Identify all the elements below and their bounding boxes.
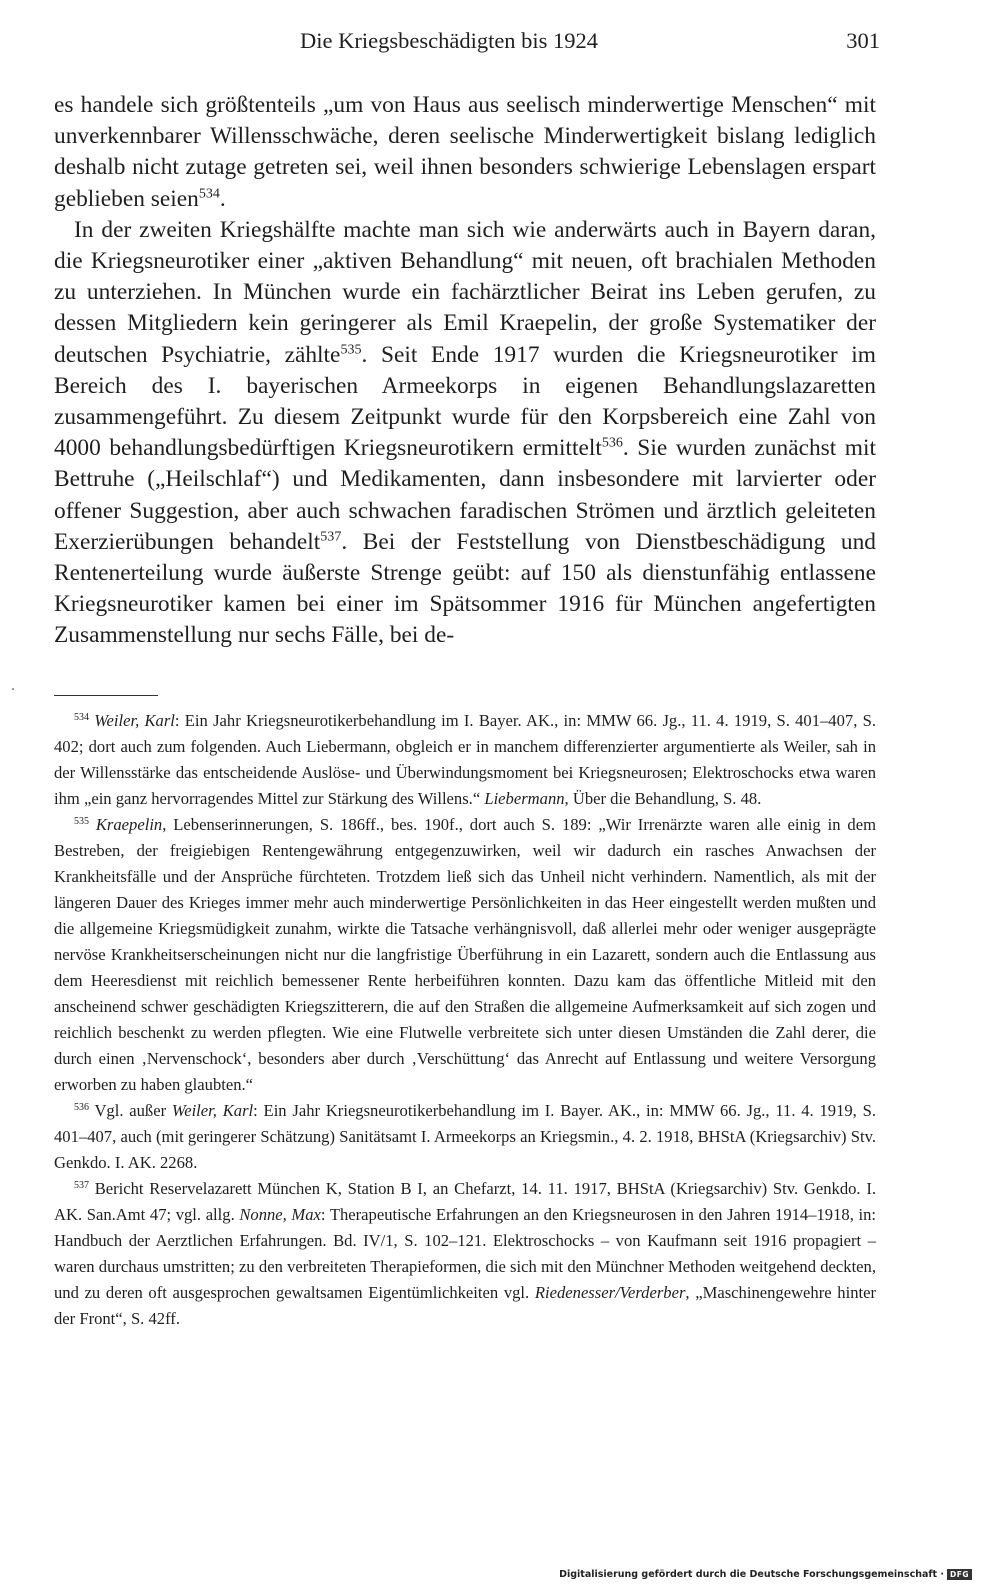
paragraph-text: . Bei der Feststellung von Dienstbeschädigung und Rentenerteilung wurde äußerste Strenge geübt: auf 150 als dienstunfähig entlassene Kriegsneurotiker kamen bei einer im Spätsommer 1916 für München angefertigten Zusammenstellung nur sechs Fälle, bei de-: [54, 528, 876, 649]
paragraph-text: In der zweiten Kriegshälfte machte man sich wie anderwärts auch in Bayern daran, die Kriegsneurotiker einer „aktiven Behandlung“ mit neuen, oft brachialen Methoden zu unterziehen. In München wurde ein fachärztlicher Beirat ins Leben gerufen, zu dessen Mitgliedern kein geringerer als Emil Kraepelin, der große Systematiker der deutschen Psychiatrie, zählte: [54, 216, 876, 368]
paragraph-text: . Sie wurden zunächst mit Bettruhe („Heilschlaf“) und Medikamenten, dann insbesondere mit larvierter oder offener Suggestion, aber auch schwachen faradischen Strömen und ärztlich geleiteten Exerzierübungen behandelt: [54, 435, 876, 555]
footnote-number: 534: [74, 711, 89, 723]
running-title: Die Kriegsbeschädigten bis 1924: [300, 28, 599, 53]
footnote-ref-534[interactable]: 534: [198, 184, 220, 201]
footnote-number: 537: [74, 1179, 89, 1191]
paragraph-continuation: [54, 90, 876, 215]
author-name: Weiler, Karl: [94, 711, 175, 730]
author-name: Weiler, Karl: [171, 1101, 254, 1120]
paragraph-kriegshaelfte: [54, 215, 876, 652]
author-name: Nonne, Max: [239, 1205, 321, 1224]
footnote-text: : Ein Jahr Kriegsneurotikerbehandlung im I. Bayer. AK., in: MMW 66. Jg., 11. 4. 1919, S. 401–407, S. 402; dort auch zum folgenden. Auch Liebermann, obgleich er in manchem differenzierter argumentierte als Weiler, sah in der Willensstärke das entscheidende Auslöse- und Überwindungsmoment bei Kriegsneurosen; Elektroschocks etwa waren ihm „ein ganz hervorragendes Mittel zur Stärkung des Willens.“: [54, 711, 876, 808]
footnote-535: [54, 812, 876, 1098]
footnote-text: : Therapeutische Erfahrungen an den Kriegsneurosen in den Jahren 1914–1918, in: Handbuch der Aerztlichen Erfahrungen. Bd. IV/1, S. 102–121. Elektroschocks – von Kaufmann seit 1916 propagiert – waren durchaus umstritten; zu den verbreiteten Therapieformen, die sich mit den Münchner Methoden weitgehend deckten, und zu deren oft ausgesprochen gewaltsamen Eigentümlichkeiten vgl.: [54, 1205, 876, 1302]
footnote-text: Bericht Reservelazarett München K, Station B I, an Chefarzt, 14. 11. 1917, BHStA (Kriegsarchiv) Stv. Genkdo. I. AK. San.Amt 47; vgl. allg.: [54, 1179, 876, 1224]
footnote-text: : Ein Jahr Kriegsneurotikerbehandlung im I. Bayer. AK., in: MMW 66. Jg., 11. 4. 1919, S. 401–407, auch (mit geringerer Schätzung) Sanitätsamt I. Armeekorps an Kriegsmin., 4. 2. 1918, BHStA (Kriegsarchiv) Stv. Genkdo. I. AK. 2268.: [54, 1101, 876, 1172]
author-name: Riedenesser/Verderber: [534, 1283, 686, 1302]
footnote-ref-535[interactable]: 535: [340, 340, 362, 357]
page-number: 301: [846, 28, 880, 53]
footnote-536: [54, 1098, 876, 1176]
footnote-text: , Lebenserinnerungen, S. 186ff., bes. 190f., dort auch S. 189: „Wir Irrenärzte waren alle einig in dem Bestreben, der freigiebigen Rentengewährung entgegenzuwirken, weil wir dadurch ein rasches Anwachsen der Krankheitsfälle und der Ansprüche fürchteten. Trotzdem ließ sich das Unheil nicht verhindern. Namentlich, als mit der längeren Dauer des Krieges immer mehr auch minderwertige Persönlichkeiten in das Heer eingestellt werden mußten und die allgemeine Kriegsmüdigkeit zunahm, wirkte die Tatsache verhängnisvoll, daß allerlei mehr oder weniger ausgeprägte nervöse Krankheitserscheinungen nicht nur die langfristige Überführung in ein Lazarett, sondern auch die Entlassung aus dem Heeresdienst mit reichlich bemessener Rente herbeiführen konnten. Dazu kam das öffentliche Mitleid mit den anscheinend schwer geschädigten Kriegszitterern, die auf den Straßen die allgemeine Aufmerksamkeit auf sich zogen und reichlich beschenkt zu werden pflegten. Wie eine Flutwelle verbreitete sich unter diesen Umständen die Zahl derer, die durch einen ‚Nervenschock‘, besonders aber durch ‚Verschüttung‘ das Anrecht auf Entlassung und weitere Versorgung erworben zu haben glaubten.“: [54, 815, 876, 1094]
digitization-credit: [559, 1569, 972, 1580]
footnote-534: [54, 708, 876, 812]
paragraph-text: .: [219, 185, 226, 212]
paragraph-text: es handele sich größtenteils „um von Haus aus seelisch minderwertige Menschen“ mit unverkennbarer Willensschwäche, deren seelische Minderwertigkeit bislang lediglich deshalb nicht zutage getreten sei, weil ihnen besonders schwierige Lebenslagen erspart geblieben seien: [54, 92, 876, 212]
digitization-credit-text: Digitalisierung gefördert durch die Deutsche Forschungsgemeinschaft ·: [559, 1569, 944, 1580]
footnote-text: , „Maschinengewehre hinter der Front“, S. 42ff.: [54, 1283, 876, 1328]
main-text: [54, 90, 876, 652]
footnote-text: Vgl. außer: [94, 1101, 172, 1120]
scan-speck: [12, 688, 14, 690]
footnote-number: 535: [74, 815, 89, 827]
footnote-ref-536[interactable]: 536: [601, 434, 623, 451]
footnote-537: [54, 1176, 876, 1332]
footnote-number: 536: [74, 1101, 89, 1113]
footnote-text: , Über die Behandlung, S. 48.: [564, 789, 762, 808]
running-head: [300, 28, 880, 62]
author-name: Liebermann: [484, 789, 565, 808]
paragraph-text: . Seit Ende 1917 wurden die Kriegsneurotiker im Bereich des I. bayerischen Armeekorps in eigenen Behandlungslazaretten zusammengeführt. Zu diesem Zeitpunkt wurde für den Korpsbereich eine Zahl von 4000 behandlungsbedürftigen Kriegsneurotikern ermittelt: [54, 341, 876, 462]
footnote-ref-537[interactable]: 537: [320, 528, 342, 545]
footnote-separator: [54, 695, 158, 696]
author-name: Kraepelin: [95, 815, 163, 834]
dfg-logo: DFG: [947, 1569, 972, 1580]
footnotes: [54, 708, 876, 1332]
